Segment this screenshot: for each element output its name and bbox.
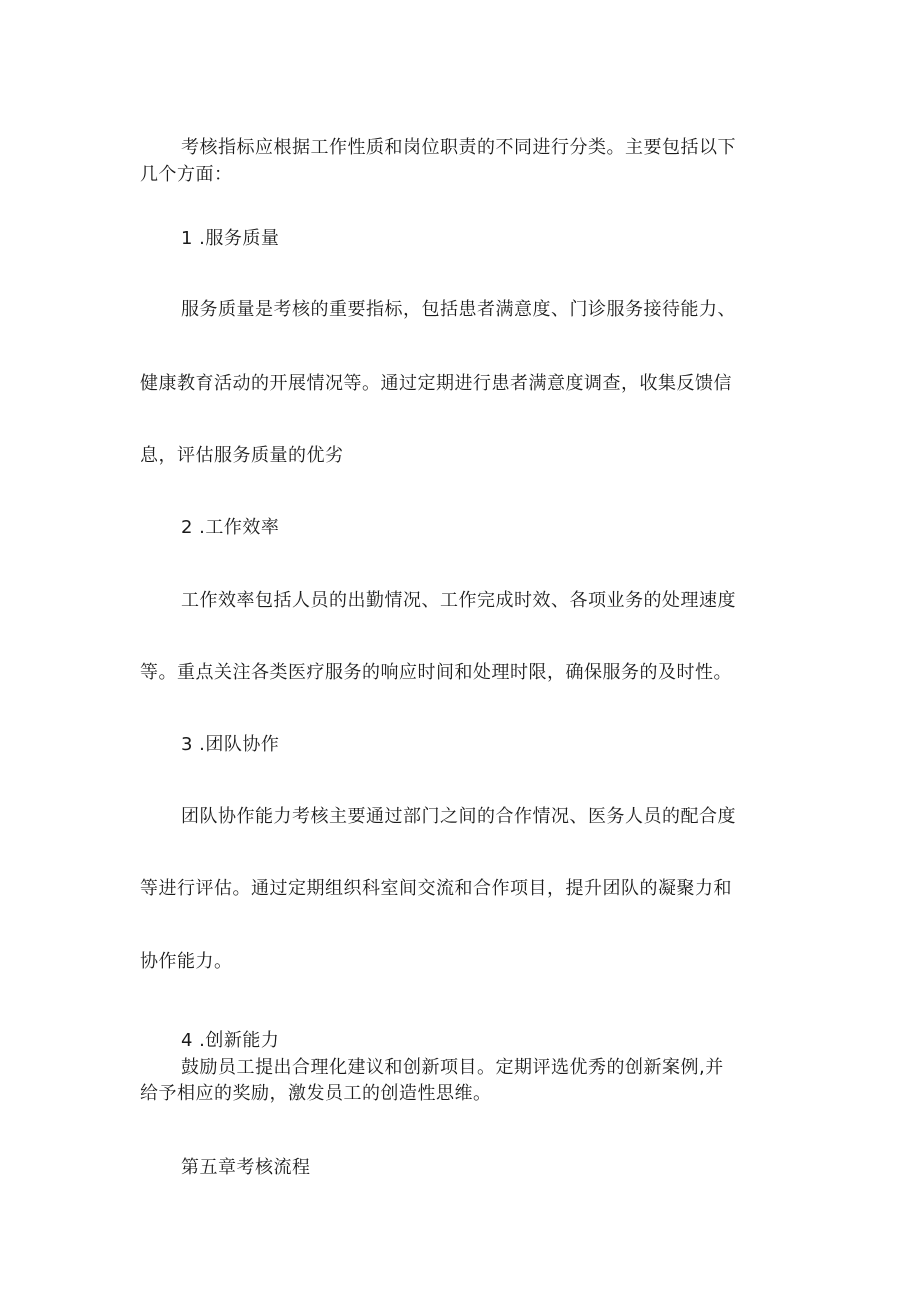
paragraph-line: 协作能力。 <box>140 951 233 972</box>
paragraph-line: 等进行评估。通过定期组织科室间交流和合作项目，提升团队的凝聚力和 <box>140 878 732 899</box>
paragraph-line: 团队协作能力考核主要通过部门之间的合作情况、医务人员的配合度 <box>181 806 736 827</box>
paragraph-line: 健康教育活动的开展情况等。通过定期进行患者满意度调查，收集反馈信 <box>140 373 732 394</box>
intro-paragraph-line: 几个方面： <box>140 164 233 185</box>
section-heading-teamwork: 3 .团队协作 <box>181 734 280 755</box>
section-heading-work-efficiency: 2 .工作效率 <box>181 517 280 538</box>
section-heading-service-quality: 1 .服务质量 <box>181 228 280 249</box>
paragraph-line: 鼓励员工提出合理化建议和创新项目。定期评选优秀的创新案例,并 <box>181 1057 724 1078</box>
paragraph-line: 给予相应的奖励，激发员工的创造性思维。 <box>140 1083 492 1104</box>
paragraph-line: 息，评估服务质量的优劣 <box>140 445 344 466</box>
section-heading-innovation: 4 .创新能力 <box>181 1030 280 1051</box>
paragraph-line: 等。重点关注各类医疗服务的响应时间和处理时限，确保服务的及时性。 <box>140 662 732 683</box>
intro-paragraph-line: 考核指标应根据工作性质和岗位职责的不同进行分类。主要包括以下 <box>181 137 736 158</box>
chapter-heading: 第五章考核流程 <box>181 1157 311 1178</box>
paragraph-line: 工作效率包括人员的出勤情况、工作完成时效、各项业务的处理速度 <box>181 590 736 611</box>
paragraph-line: 服务质量是考核的重要指标，包括患者满意度、门诊服务接待能力、 <box>181 299 736 320</box>
